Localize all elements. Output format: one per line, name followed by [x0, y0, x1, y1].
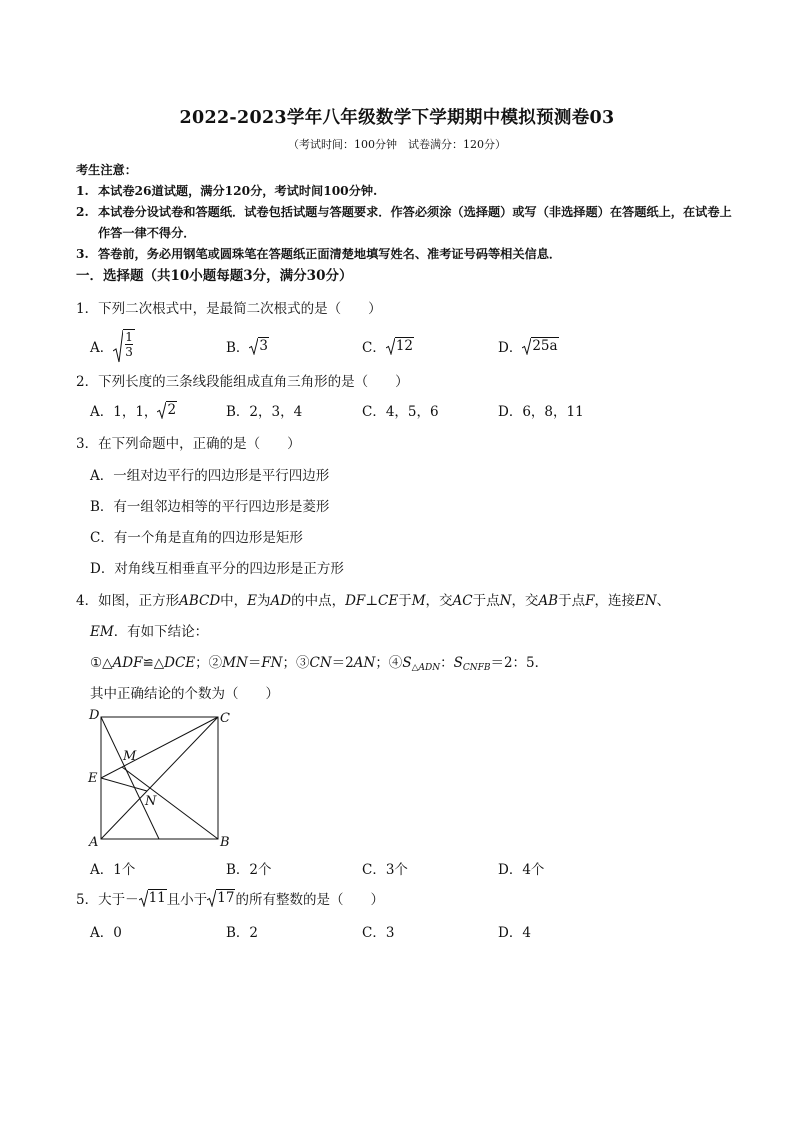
label-c: C [220, 711, 230, 726]
question-2-stem: 2．下列长度的三条线段能组成直角三角形的是（ ） [76, 374, 409, 390]
exam-notice [76, 160, 736, 265]
math-var: AB [538, 593, 559, 609]
radicand: 2 [167, 402, 177, 418]
radicand: 12 [395, 338, 414, 354]
notice-item-text: 本试卷26道试题，满分120分，考试时间100分钟. [98, 184, 378, 198]
math-var: N [499, 593, 512, 609]
square-figure [86, 706, 236, 852]
question-4-stem-line1 [76, 589, 726, 609]
q1-option-a [90, 329, 226, 363]
radical [522, 337, 558, 355]
radicand: 3 [259, 338, 269, 354]
radical [157, 401, 177, 419]
fraction-denominator: 3 [125, 345, 133, 359]
section-title: 一．选择题（共10小题每题3分，满分30分） [76, 268, 353, 284]
radical-sign-icon [249, 337, 258, 355]
q4-option-a: A．1个 [90, 862, 136, 878]
geometry-diagram [86, 706, 236, 848]
radical [207, 889, 235, 907]
q1-option-d [498, 329, 634, 363]
radical-fraction [113, 329, 135, 363]
radical [386, 337, 414, 355]
question-2-options [90, 400, 710, 420]
math-var: AD [270, 593, 292, 609]
radicand: 17 [217, 890, 235, 906]
text: ＝2：5． [490, 655, 549, 671]
text: ＝ [247, 655, 262, 671]
q3-option-b: B．有一组邻边相等的平行四边形是菱形 [90, 499, 330, 515]
text: ＝2 [331, 655, 354, 671]
perp-symbol: ⊥ [365, 593, 379, 609]
q4-option-b: B．2个 [226, 862, 272, 878]
option-letter: B． [226, 340, 250, 356]
q4-option-d: D．4个 [498, 862, 545, 878]
text: 4．如图，正方形 [76, 593, 180, 609]
math-var: CE [378, 593, 399, 609]
radicand: 25a [532, 338, 558, 354]
notice-item-text: 本试卷分设试卷和答题纸．试卷包括试题与答题要求．作答必须涂（选择题）或写（非选择题）在答题纸上，在试卷上作答一律不得分． [98, 205, 732, 240]
q5-option-d: D．4 [498, 925, 531, 941]
q4-option-c: C．3个 [362, 862, 408, 878]
notice-item [76, 244, 736, 265]
math-var: M [411, 593, 426, 609]
option-letter: A． [90, 340, 114, 356]
math-var: ABCD [179, 593, 221, 609]
text: ．有如下结论： [113, 624, 209, 640]
radical-sign-icon [113, 329, 123, 363]
math-var: CN [309, 655, 332, 671]
segment-ce [101, 717, 218, 778]
q3-option-c: C．有一个角是直角的四边形是矩形 [90, 530, 303, 546]
math-var: AN [353, 655, 376, 671]
text: ： [440, 655, 454, 671]
option-text: A．1，1， [90, 404, 158, 420]
option-letter: C． [362, 340, 386, 356]
radicand: 11 [148, 890, 166, 906]
q5-option-b: B．2 [226, 925, 259, 941]
math-var: MN [222, 655, 248, 671]
subscript: CNFB [462, 663, 491, 673]
text: 、 [656, 593, 671, 609]
radical-sign-icon [207, 889, 216, 907]
math-var: DCE [164, 655, 196, 671]
text: ；④ [375, 655, 403, 671]
q3-option-a: A．一组对边平行的四边形是平行四边形 [90, 468, 330, 484]
radical [249, 337, 269, 355]
q2-option-c: C．4，5，6 [362, 404, 439, 420]
math-var: EM [90, 624, 114, 640]
text: ≌△ [142, 655, 165, 671]
subscript: △ADN [411, 663, 441, 673]
text: ，交 [511, 593, 539, 609]
text: 且小于 [166, 892, 208, 908]
q2-option-d: D．6，8，11 [498, 404, 584, 420]
label-e: E [88, 771, 98, 786]
q5-option-c: C．3 [362, 925, 395, 941]
exam-title: 2022-2023学年八年级数学下学期期中模拟预测卷03 [179, 108, 615, 128]
notice-item-number: 1. [76, 184, 89, 198]
text: 的中点， [291, 593, 346, 609]
text: 中， [220, 593, 248, 609]
notice-heading: 考生注意： [76, 163, 137, 177]
label-a: A [89, 835, 99, 848]
notice-item-number: 3. [76, 247, 89, 261]
radical-sign-icon [139, 889, 148, 907]
radical-sign-icon [386, 337, 395, 355]
question-4-ask: 其中正确结论的个数为（ ） [90, 686, 279, 702]
text: 于 [398, 593, 412, 609]
notice-item-number: 2. [76, 205, 89, 219]
math-var: AC [452, 593, 473, 609]
text: ，交 [425, 593, 453, 609]
label-d: D [89, 708, 100, 723]
notice-item-text: 答卷前，务必用钢笔或圆珠笔在答题纸正面清楚地填写姓名、准考证号码等相关信息． [98, 247, 562, 261]
fraction-numerator: 1 [125, 330, 133, 344]
segment-mb [122, 767, 218, 839]
q2-option-a [90, 400, 226, 420]
question-4-options [90, 858, 710, 878]
text: ；③ [282, 655, 310, 671]
segment-df [101, 717, 159, 839]
text: ①△ [90, 655, 113, 671]
text: 于点 [558, 593, 586, 609]
question-4-stem-line2 [90, 620, 208, 640]
math-var: S [453, 655, 463, 671]
q1-option-b [226, 329, 362, 363]
label-b: B [220, 835, 230, 848]
math-var: EN [634, 593, 657, 609]
question-5-stem [76, 888, 384, 908]
diagonal-ac [101, 717, 218, 839]
math-var: FN [261, 655, 283, 671]
text: ；② [195, 655, 223, 671]
label-n: N [145, 794, 157, 809]
text: ，连接 [594, 593, 635, 609]
radical [139, 889, 167, 907]
question-5-options [90, 921, 710, 941]
q5-option-a: A．0 [90, 925, 122, 941]
math-var: F [585, 593, 595, 609]
q2-option-b: B．2，3，4 [226, 404, 303, 420]
question-4-conclusions [90, 651, 548, 673]
math-var: ADF [112, 655, 143, 671]
question-1-options [90, 329, 710, 363]
q3-option-d: D．对角线互相垂直平分的四边形是正方形 [90, 561, 344, 577]
question-3-stem: 3．在下列命题中，正确的是（ ） [76, 436, 301, 452]
math-var: E [247, 593, 258, 609]
text: 5．大于－ [76, 892, 139, 908]
q1-option-c [362, 329, 498, 363]
option-letter: D． [498, 340, 523, 356]
text: 的所有整数的是（ ） [235, 892, 384, 908]
text: 为 [257, 593, 271, 609]
notice-item [76, 181, 736, 202]
label-m: M [123, 749, 137, 764]
math-var: S [402, 655, 412, 671]
radical-sign-icon [522, 337, 531, 355]
math-var: DF [345, 593, 366, 609]
question-1-stem: 1．下列二次根式中，是最简二次根式的是（ ） [76, 301, 382, 317]
exam-subtitle: （考试时间：100分钟 试卷满分：120分） [288, 138, 506, 151]
text: 于点 [472, 593, 500, 609]
radical-sign-icon [157, 401, 166, 419]
notice-item [76, 202, 736, 244]
